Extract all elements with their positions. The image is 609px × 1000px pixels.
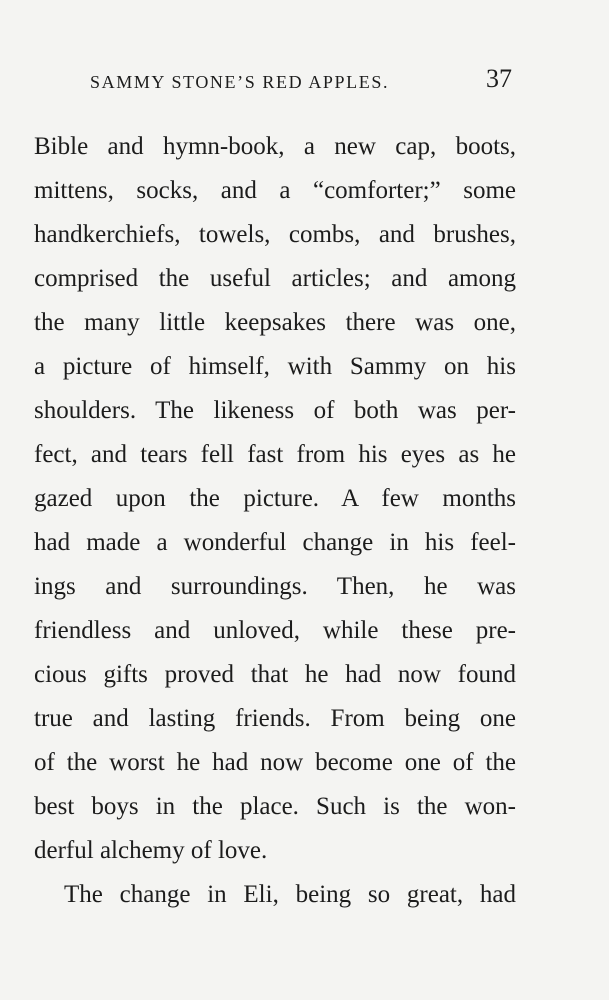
running-head	[90, 64, 512, 98]
text-line: best boys in the place. Such is the won-	[34, 793, 516, 820]
text-line: Bible and hymn-book, a new cap, boots,	[34, 133, 516, 160]
text-line: cious gifts proved that he had now found	[34, 661, 516, 688]
text-line: derful alchemy of love.	[34, 837, 268, 864]
text-line: gazed upon the picture. A few months	[34, 485, 516, 512]
text-line: handkerchiefs, towels, combs, and brushes,	[34, 221, 516, 248]
text-line: the many little keepsakes there was one,	[34, 309, 516, 336]
text-line: The change in Eli, being so great, had	[64, 881, 516, 908]
text-line: fect, and tears fell fast from his eyes as he	[34, 441, 516, 468]
text-line: true and lasting friends. From being one	[34, 705, 516, 732]
text-line: comprised the useful articles; and among	[34, 265, 516, 292]
body-text	[34, 125, 516, 917]
text-line: had made a wonderful change in his feel-	[34, 529, 516, 556]
text-line: friendless and unloved, while these pre-	[34, 617, 516, 644]
text-line: mittens, socks, and a “comforter;” some	[34, 177, 516, 204]
text-line: shoulders. The likeness of both was per-	[34, 397, 516, 424]
running-title: SAMMY STONE’S RED APPLES.	[90, 72, 390, 92]
text-line: a picture of himself, with Sammy on his	[34, 353, 516, 380]
text-line: of the worst he had now become one of the	[34, 749, 516, 776]
text-line: ings and surroundings. Then, he was	[34, 573, 516, 600]
page-number: 37	[486, 64, 512, 93]
